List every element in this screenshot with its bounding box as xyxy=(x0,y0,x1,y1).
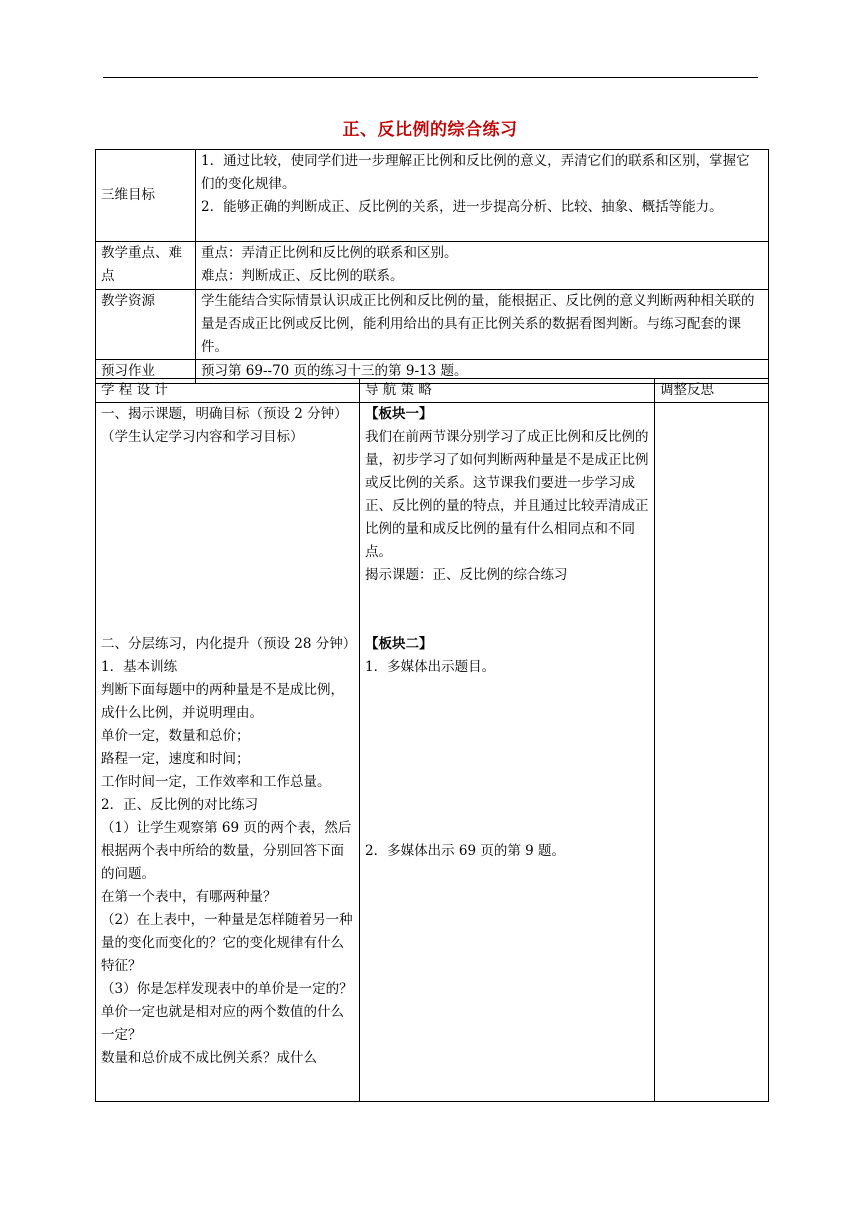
design-line: 单价一定，数量和总价； xyxy=(101,728,250,744)
design-column xyxy=(96,403,360,1102)
key-point-line: 重点：弄清正比例和反比例的联系和区别。 xyxy=(201,245,458,261)
reflection-column xyxy=(655,403,769,1102)
block2-item: 2．多媒体出示 69 页的第 9 题。 xyxy=(365,843,566,859)
block1-topic: 揭示课题：正、反比例的综合练习 xyxy=(365,567,568,583)
header-rule xyxy=(103,77,758,78)
design-line: 路程一定，速度和时间； xyxy=(101,751,250,767)
resources-content: 学生能结合实际情景认识成正比例和反比例的量，能根据正、反比例的意义判断两种相关联的量是否成正比例或反比例，能利用给出的具有正比例关系的数据看图判断。与练习配套的课件。 xyxy=(196,290,769,360)
key-point-line: 难点：判断成正、反比例的联系。 xyxy=(201,268,404,284)
strategy-column xyxy=(360,403,655,1102)
objective-line: 2．能够正确的判断成正、反比例的关系，进一步提高分析、比较、抽象、概括等能力。 xyxy=(201,199,723,215)
design-line: 工作时间一定，工作效率和工作总量。 xyxy=(101,774,331,790)
preview-content: 预习第 69--70 页的练习十三的第 9-13 题。 xyxy=(196,360,769,384)
design-line: 1．基本训练 xyxy=(101,659,178,675)
preview-label: 预习作业 xyxy=(96,360,196,384)
design-line: 二、分层练习，内化提升（预设 28 分钟） xyxy=(101,636,357,652)
lesson-process-table xyxy=(95,378,769,1102)
block2-title: 【板块二】 xyxy=(365,636,433,652)
objectives-content xyxy=(196,150,769,242)
design-line: 在第一个表中，有哪两种量？ xyxy=(101,889,277,905)
block1-text: 我们在前两节课分别学习了成正比例和反比例的量，初步学习了如何判断两种量是不是成正比例或反比例的关系。这节课我们要进一步学习成正、反比例的量的特点，并且通过比较弄清成正比例的量和成反比例的量有什么相同点和不同点。 xyxy=(365,429,649,560)
design-line: 一、揭示课题，明确目标（预设 2 分钟） xyxy=(101,406,348,422)
objectives-label: 三维目标 xyxy=(96,150,196,242)
design-line: （1）让学生观察第 69 页的两个表，然后根据两个表中所给的数量，分别回答下面的问题。 xyxy=(101,820,352,882)
resources-label: 教学资源 xyxy=(96,290,196,360)
design-header: 学 程 设 计 xyxy=(96,379,360,403)
key-points-content xyxy=(196,242,769,290)
design-line: 2．正、反比例的对比练习 xyxy=(101,797,259,813)
design-line: 判断下面每题中的两种量是不是成比例，成什么比例，并说明理由。 xyxy=(101,682,344,721)
reflection-header: 调整反思 xyxy=(655,379,769,403)
design-line: （3）你是怎样发现表中的单价是一定的？单价一定也就是相对应的两个数值的什么一定？ xyxy=(101,981,353,1043)
block1-title: 【板块一】 xyxy=(365,406,433,422)
strategy-header: 导 航 策 略 xyxy=(360,379,655,403)
design-line: 数量和总价成不成比例关系？成什么 xyxy=(101,1050,317,1066)
design-line: （2）在上表中，一种量是怎样随着另一种量的变化而变化的？它的变化规律有什么特征？ xyxy=(101,912,353,974)
lesson-info-table xyxy=(95,149,769,384)
objective-line: 1．通过比较，使同学们进一步理解正比例和反比例的意义，弄清它们的联系和区别，掌握它们的变化规律。 xyxy=(201,153,750,192)
design-line: （学生认定学习内容和学习目标） xyxy=(101,429,304,445)
block2-item: 1．多媒体出示题目。 xyxy=(365,659,496,675)
page-title: 正、反比例的综合练习 xyxy=(342,120,518,140)
key-points-label: 教学重点、难点 xyxy=(96,242,196,290)
